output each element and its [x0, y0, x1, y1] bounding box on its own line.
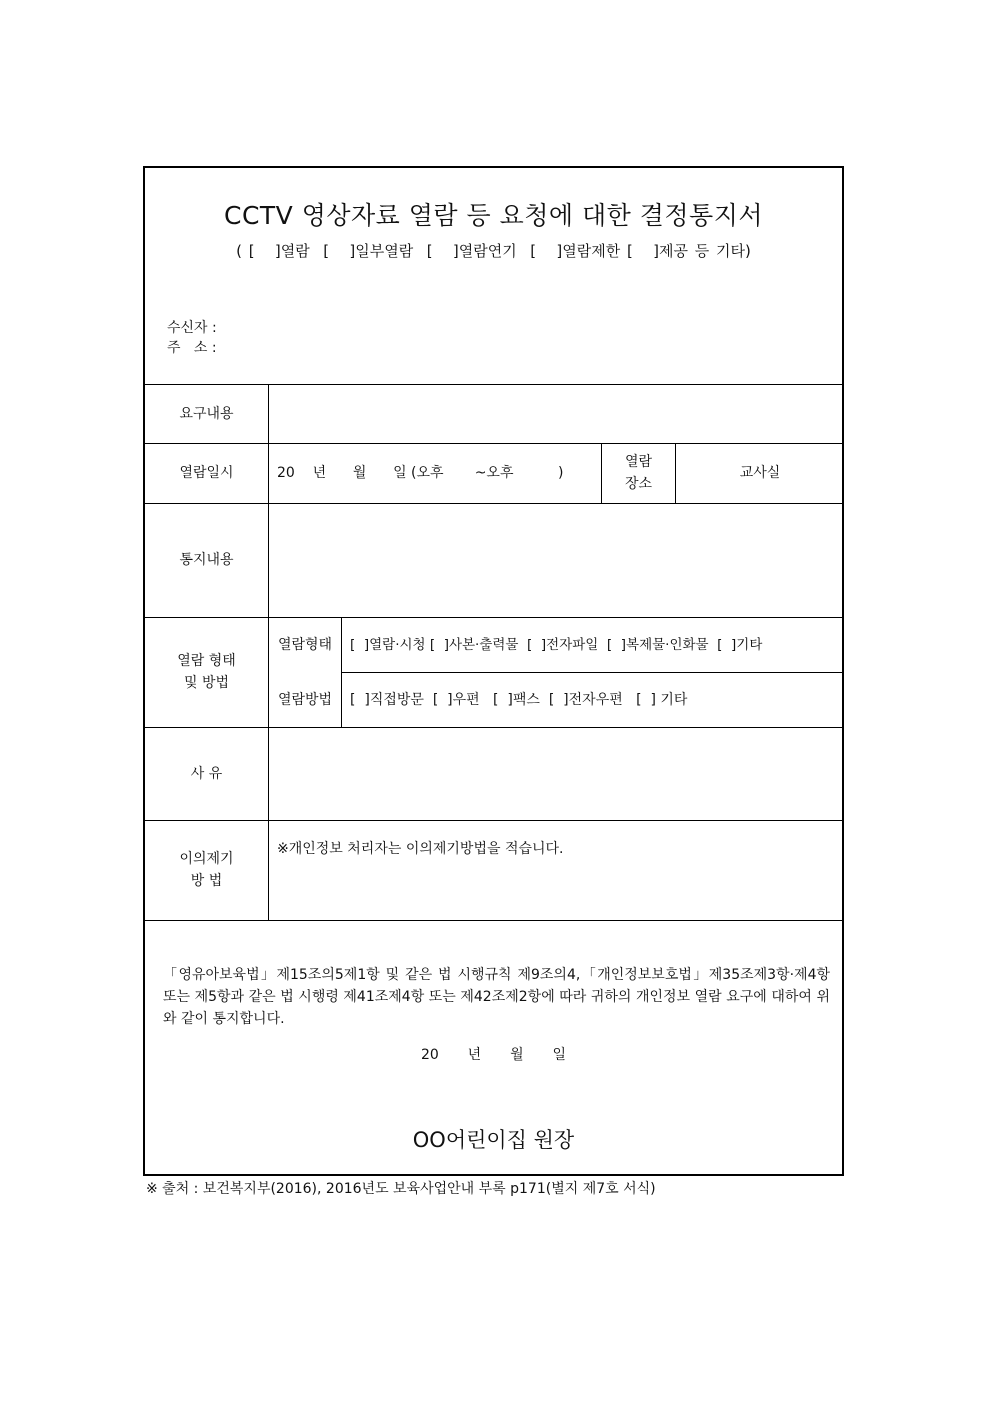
- recipient-block: [167, 318, 217, 358]
- viewing-place-value[interactable]: 교사실: [739, 465, 781, 481]
- legal-statement: 「영유아보육법」제15조의5제1항 및 같은 법 시행규칙 제9조의4,「개인정보보호법」제35조제3항·제4항 또는 제5항과 같은 법 시행령 제41조제4항 또는 제42조제2항에 따라 귀하의 개인정보 열람 요구에 대하여 위와 같이 통지합니다.: [163, 967, 830, 1027]
- viewing-place-label: 열람 장소: [624, 454, 653, 492]
- request-value[interactable]: [269, 384, 844, 443]
- method-label: 열람방법: [277, 691, 333, 708]
- address-label: 주 소 :: [167, 340, 217, 356]
- method-options[interactable]: [ ]직접방문 [ ]우편 [ ]팩스 [ ]전자우편 [ ] 기타: [350, 691, 688, 708]
- form-method-label: 열람 형태 및 방법: [177, 653, 236, 691]
- reason-value[interactable]: [269, 727, 844, 820]
- form-title: CCTV 영상자료 열람 등 요청에 대한 결정통지서: [223, 201, 764, 230]
- form-type-options[interactable]: [ ]열람·시청 [ ]사본·출력물 [ ]전자파일 [ ]복제물·인화물 [ ]기타: [350, 636, 763, 653]
- form-type-label: 열람형태: [277, 636, 333, 653]
- notice-label: 통지내용: [179, 552, 234, 568]
- reason-label: 사 유: [190, 765, 223, 782]
- viewing-datetime-label: 열람일시: [179, 465, 234, 481]
- objection-value[interactable]: ※개인정보 처리자는 이의제기방법을 적습니다.: [277, 841, 564, 857]
- recipient-label: 수신자 :: [167, 320, 217, 336]
- decision-notice-form: [143, 166, 844, 1176]
- form-subtitle: ( [ ]열람 [ ]일부열람 [ ]열람연기 [ ]열람제한 [ ]제공 등 기타): [236, 242, 751, 260]
- source-note: ※ 출처 : 보건복지부(2016), 2016년도 보육사업안내 부록 p171(별지 제7호 서식): [146, 1181, 656, 1197]
- objection-label: 이의제기 방 법: [179, 851, 234, 889]
- issue-date: 20 년 월 일: [420, 1047, 567, 1063]
- request-label: 요구내용: [179, 405, 234, 422]
- notice-value[interactable]: [269, 503, 844, 617]
- row-divider: [145, 920, 842, 921]
- issuer-name: OO어린이집 원장: [412, 1128, 575, 1152]
- viewing-datetime-value[interactable]: 20 년 월 일 (오후 ~오후 ): [277, 465, 564, 481]
